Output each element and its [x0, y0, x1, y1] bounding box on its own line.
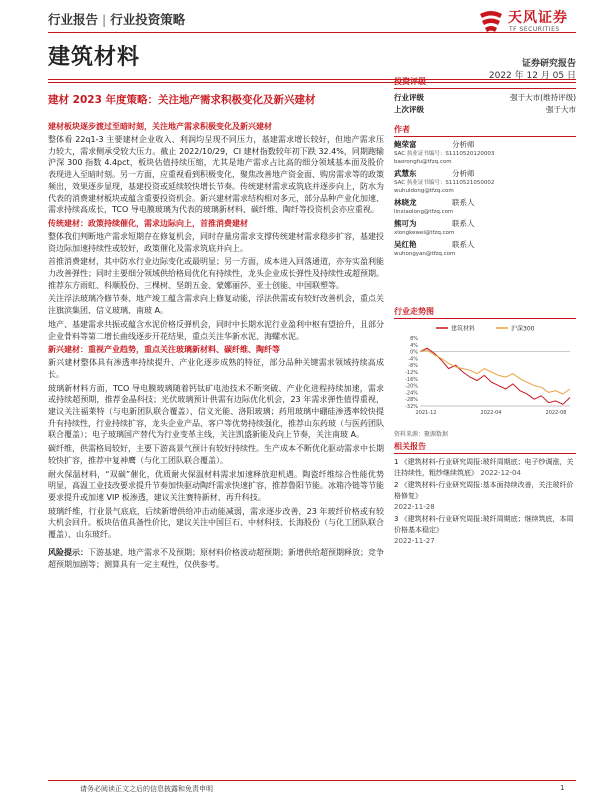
related-report-item[interactable] — [394, 514, 576, 547]
y-tick-label: 0% — [410, 349, 418, 356]
paragraph: 碳纤维，供需格局较好，主要下游高景气预计有较好持续性。生产成本不断优化驱动需求中长期较快扩容，推荐中复神鹰（与化工团队联合覆盖）。 — [48, 444, 384, 465]
x-tick-label: 2022-08 — [545, 410, 567, 416]
author-name: 林晓龙 — [394, 198, 417, 207]
rating-prev-label: 上次评级 — [394, 105, 424, 114]
y-tick-label: -8% — [408, 363, 418, 370]
rating-prev-value: 强于大市 — [546, 105, 576, 114]
author-cert: SAC 执业证书编号：S1110521050002 — [394, 180, 495, 186]
y-tick-label: -24% — [405, 390, 418, 397]
logo-english: TF SECURITIES — [509, 26, 560, 33]
y-tick-label: -20% — [405, 383, 418, 390]
rating-industry-label: 行业评级 — [394, 93, 424, 102]
y-tick-label: -32% — [405, 404, 418, 410]
report-subtitle: 建材 2023 年度策略：关注地产需求积极变化及新兴建材 — [48, 94, 316, 106]
header-divider — [48, 32, 576, 33]
y-tick-label: -16% — [405, 376, 418, 383]
y-tick-label: 4% — [410, 342, 418, 349]
author-name: 吴红艳 — [394, 240, 417, 249]
author-name: 熊可为 — [394, 219, 417, 228]
separator: | — [102, 12, 107, 27]
related-heading: 相关报告 — [394, 441, 576, 454]
report-type: 证券研究报告 — [521, 59, 576, 69]
related-report-item[interactable] — [394, 457, 576, 479]
author-entry — [394, 198, 576, 216]
author-entry — [394, 240, 576, 258]
sidebar — [394, 76, 576, 258]
related-report-title: 1 《建筑材料-行业研究周报:玻纤周期底；电子纱调涨，关注持续性，粗纱继续筑底》 — [394, 458, 574, 477]
author-email[interactable]: baorongfu@tfzq.com — [394, 159, 452, 165]
related-report-item[interactable] — [394, 480, 576, 513]
paragraph: 玻璃新材料方面，TCO 导电膜玻璃随着钙钛矿电池技术不断突破、产业化进程持续加速，需求或持续超预期，推荐金晶科技；光伏玻璃预计供需有边际优化机会，23 年需求弹性值得重视，建议关注福莱特（与电新团队联合覆盖）、信义光能、洛阳玻璃；药用玻璃中硼硅渗透率较快提升有持续性，行业持续扩容，龙头企业产品、客户等优势持续强化，推荐山东药玻（与医药团队联合覆盖）；电子玻璃国产替代为行业变革主线，关注凯盛新能及向上节奏，关注南玻 A。 — [48, 383, 384, 440]
footer-disclaimer: 请务必阅读正文之后的信息披露和免责申明 — [80, 785, 213, 793]
paragraph: 首推消费建材，其中防水行业边际变化或最明显；另一方面，成本进入回落通道，亦夯实盈利能力改善弹性；同时主要细分领域供给格局优化有持续性，龙头企业成长弹性及持续性或超预期。推荐东方雨虹、科顺股份、三棵树、坚朗五金、蒙娜丽莎、亚士创能、中国联塑等。 — [48, 257, 384, 290]
paragraph: 新兴建材整体具有渗透率持续提升、产业化逐步成熟的特征，部分品种关键需求领域持续高成长。 — [48, 358, 384, 379]
chart-source: 资料来源：聚源数据 — [394, 431, 449, 438]
related-report-date: 2022-11-28 — [394, 503, 435, 511]
risk-text: 下游基建、地产需求不及预期；原材料价格波动超预期；新增供给超预期释放；竞争超预期加剧等；测算具有一定主观性，仅供参考。 — [48, 547, 384, 569]
rating-industry-value: 强于大市(维持评级) — [510, 93, 576, 102]
author-email[interactable]: wuhongyan@tfzq.com — [394, 251, 456, 257]
author-role: 分析师 — [452, 169, 475, 178]
trend-chart-svg — [394, 322, 576, 422]
author-role: 联系人 — [452, 219, 475, 228]
x-tick-label: 2021-12 — [415, 410, 437, 416]
report-date: 2022 年 12 月 05 日 — [488, 71, 576, 81]
paragraph: 整体我们判断地产需求短期存在修复机会，同时存量房需求支撑传统建材需求稳步扩容，基建投资边际加速持续性或较好，政策催化及需求筑底并向上。 — [48, 231, 384, 253]
main-content — [48, 120, 384, 572]
paragraph: 地产、基建需求共振或蕴含水泥价格反弹机会，同时中长期水泥行业盈利中枢有望抬升，且部分企业骨料等第二增长曲线逐步开花结果，重点关注华新水泥、海螺水泥。 — [48, 319, 384, 341]
related-report-date: 2022-12-04 — [480, 469, 521, 477]
section-title: 新兴建材：重视产业趋势，重点关注玻璃新材料、碳纤维、陶纤等 — [48, 345, 280, 355]
logo-chinese: 天风证券 — [508, 10, 568, 26]
author-role: 联系人 — [452, 198, 475, 207]
category-industry-report: 行业报告 — [48, 12, 99, 27]
author-name: 鲍荣富 — [394, 140, 417, 149]
author-entry — [394, 219, 576, 237]
legend-label: 沪深300 — [511, 325, 535, 333]
related-reports — [394, 441, 576, 548]
series-line — [420, 350, 570, 394]
related-report-title: 3 《建筑材料-行业研究周报:玻纤周期底；继续筑底，本周价格基本稳定》 — [394, 515, 574, 534]
rating-heading: 投资评级 — [394, 76, 576, 89]
rating-industry-row — [394, 92, 576, 104]
author-entry — [394, 140, 576, 166]
y-tick-label: -28% — [405, 397, 418, 404]
legend-label: 建筑材料 — [451, 325, 476, 333]
y-tick-label: -12% — [405, 370, 418, 376]
author-email[interactable]: xiongkewei@tfzq.com — [394, 230, 455, 236]
y-tick-label: -4% — [408, 356, 418, 363]
author-role: 分析师 — [452, 140, 475, 149]
header-category — [48, 10, 185, 28]
author-heading: 作者 — [394, 124, 576, 137]
author-cert: SAC 执业证书编号：S1110520120003 — [394, 151, 495, 157]
paragraph: 整体看 22q1-3 主要建材企业收入、利润均呈现不同压力，基建需求增长较好，但地产需求压力较大，需求侧承受较大压力。截止 2022/10/29，CI 建材指数较年初下跌 32.4%，同期跑输沪深 300 指数 4.4pct，板块估值持续压缩，尤其是地产需求占比高的细分领域基本面及股价表现进入至暗时刻。另一方面，应重视看到积极变化，聚焦改善地产资金面、购房需求等的政策频出，效果逐步显现，基建投资或延续较快增长节奏。传统建材需求或筑底并逐步向上，防水为代表的消费建材板块或蕴含重要投资机会。新兴建材需求结构相对多元，部分品种产业化加速、需求持续高成长，TCO 导电膜玻璃为代表的玻璃新材料、碳纤维、陶纤等投资机会亦应重视。 — [48, 135, 384, 215]
y-tick-label: 8% — [410, 336, 418, 342]
trend-heading: 行业走势图 — [394, 306, 576, 319]
related-report-title: 2 《建筑材料-行业研究周报:基本面持续改善，关注玻纤价格修复》 — [394, 481, 574, 500]
author-entry — [394, 169, 576, 195]
risk-label: 风险提示： — [48, 547, 88, 557]
footer-divider — [48, 780, 576, 781]
rating-prev-row — [394, 104, 576, 116]
category-strategy: 行业投资策略 — [110, 12, 186, 27]
risk-warning — [48, 547, 384, 570]
page-number: 1 — [560, 784, 565, 792]
paragraph: 关注浮法玻璃冷修节奏、地产竣工蕴含需求向上修复动能，浮法供需或有较好改善机会，重点关注旗滨集团、信义玻璃、南玻 A。 — [48, 294, 384, 316]
section-title: 建材板块逐步渡过至暗时刻，关注地产需求积极变化及新兴建材 — [48, 122, 272, 131]
paragraph: 玻璃纤维，行业景气底底，后续新增供给冲击动能减弱，需求逐步改善，23 年玻纤价格或有较大机会回升。板块估值具备性价比，建议关注中国巨石、中材科技、长海股份（与化工团队联合覆盖）、山东玻纤。 — [48, 506, 384, 540]
author-role: 联系人 — [452, 240, 475, 249]
related-report-date: 2022-11-27 — [394, 537, 435, 545]
x-tick-label: 2022-04 — [480, 410, 502, 416]
section-title: 传统建材：政策持续催化，需求边际向上，首推消费建材 — [48, 218, 248, 228]
author-email[interactable]: wuhuidong@tfzq.com — [394, 188, 454, 194]
page-title: 建筑材料 — [48, 45, 141, 70]
series-line — [420, 348, 570, 404]
author-email[interactable]: linxiaolong@tfzq.com — [394, 209, 454, 215]
industry-trend-chart — [394, 306, 576, 428]
author-name: 武慧东 — [394, 169, 417, 178]
paragraph: 耐火保温材料，“双碳”催化，优质耐火保温材料需求加速释放迎机遇。陶瓷纤维综合性能优势明显，高温工业技改要求提升节奏加快驱动陶纤需求快速扩容，推荐鲁阳节能。冰箱冷链等节能要求提升或加速 VIP 板渗透，建议关注赛特新材、再升科技。 — [48, 469, 384, 502]
